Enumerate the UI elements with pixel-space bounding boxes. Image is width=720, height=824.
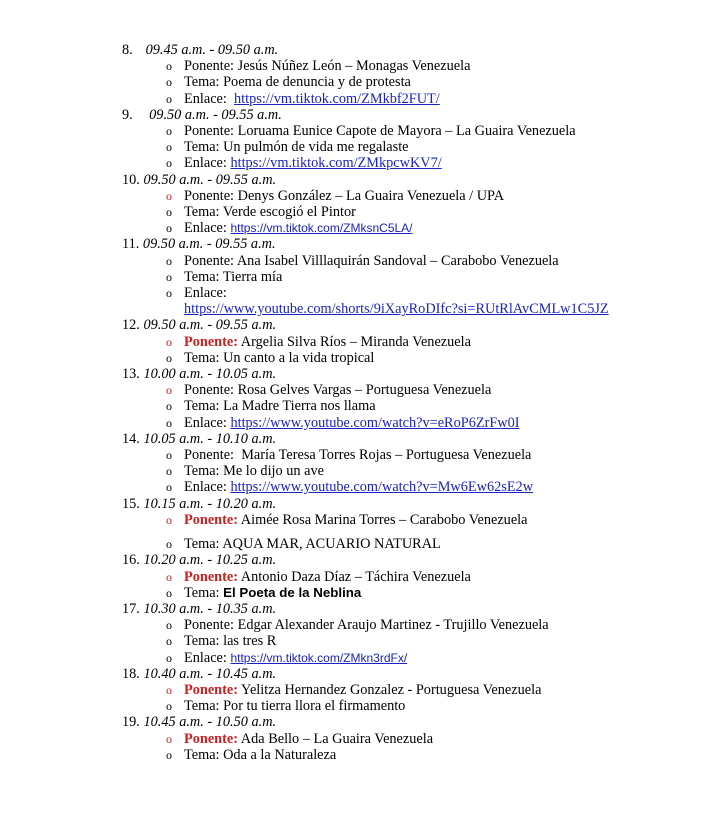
bullet-icon: o xyxy=(166,221,172,236)
entry-time: 10.05 a.m. - 10.10 a.m. xyxy=(143,430,277,447)
entry-number: 14. xyxy=(122,430,140,447)
enlace-link[interactable]: https://vm.tiktok.com/ZMkpcwKV7/ xyxy=(230,155,442,172)
entry-18 xyxy=(122,666,712,715)
item-label: Tema: xyxy=(184,74,220,91)
list-item xyxy=(122,334,712,350)
list-item xyxy=(122,479,712,495)
bullet-icon: o xyxy=(166,480,172,495)
list-item xyxy=(122,731,712,747)
list-item xyxy=(122,682,712,698)
item-label: Enlace: xyxy=(184,414,227,431)
bullet-icon: o xyxy=(166,699,172,714)
document-body xyxy=(122,42,712,763)
item-label: Tema: xyxy=(184,268,220,285)
item-label: Tema: xyxy=(184,536,220,553)
entry-11 xyxy=(122,236,712,317)
list-item xyxy=(122,747,712,763)
enlace-link[interactable]: https://www.youtube.com/watch?v=Mw6Ew62sE2w xyxy=(230,479,534,496)
list-item xyxy=(122,188,712,204)
item-label: Tema: xyxy=(184,633,220,650)
entry-time: 09.50 a.m. - 09.55 a.m. xyxy=(149,106,282,123)
entry-19 xyxy=(122,714,712,763)
entry-9 xyxy=(122,107,712,172)
item-label: Tema: xyxy=(184,398,220,415)
item-text: El Poeta de la Neblina xyxy=(223,584,362,600)
item-text: Aimée Rosa Marina Torres – Carabobo Venezuela xyxy=(240,511,528,528)
bullet-icon: o xyxy=(166,747,172,762)
list-item xyxy=(122,139,712,155)
item-label: Tema: xyxy=(184,746,220,763)
list-item xyxy=(122,204,712,220)
list-item xyxy=(122,633,712,649)
entry-heading xyxy=(122,172,712,188)
item-label: Enlace: xyxy=(184,479,227,496)
entry-number: 10. xyxy=(122,171,140,188)
item-label: Tema: xyxy=(184,698,220,715)
entry-time: 10.40 a.m. - 10.45 a.m. xyxy=(143,665,277,682)
bullet-icon: o xyxy=(166,286,172,301)
list-item xyxy=(122,650,712,666)
item-text: Yelitza Hernandez Gonzalez - Portuguesa Venezuela xyxy=(241,681,542,698)
item-text: Verde escogió el Pintor xyxy=(222,204,356,221)
item-label: Enlace: xyxy=(184,90,227,107)
item-text: Loruama Eunice Capote de Mayora – La Guaira Venezuela xyxy=(237,123,576,140)
list-item xyxy=(122,415,712,431)
item-text: Denys González – La Guaira Venezuela / UPA xyxy=(237,187,505,204)
bullet-icon: o xyxy=(166,537,172,552)
list-item xyxy=(122,585,712,601)
item-label: Ponente: xyxy=(184,333,238,350)
item-text: las tres R xyxy=(223,633,277,650)
item-text: Tierra mía xyxy=(222,268,283,285)
item-text: Ada Bello – La Guaira Venezuela xyxy=(240,730,434,747)
bullet-icon: o xyxy=(166,59,172,74)
entry-14 xyxy=(122,431,712,496)
list-item xyxy=(122,398,712,414)
list-item xyxy=(122,350,712,366)
item-text: Un pulmón de vida me regalaste xyxy=(223,139,409,156)
list-item xyxy=(122,220,712,236)
entry-15 xyxy=(122,496,712,553)
item-text: Jesús Núñez León – Monagas Venezuela xyxy=(237,58,471,75)
bullet-icon: o xyxy=(166,585,172,600)
item-label: Ponente: xyxy=(184,617,235,634)
bullet-icon: o xyxy=(166,731,172,746)
entry-time: 09.50 a.m. - 09.55 a.m. xyxy=(143,317,277,334)
item-label: Ponente: xyxy=(184,252,235,269)
enlace-link[interactable]: https://vm.tiktok.com/ZMkn3rdFx/ xyxy=(230,650,408,665)
item-text: Rosa Gelves Vargas – Portuguesa Venezuela xyxy=(237,382,492,399)
entry-heading xyxy=(122,552,712,568)
entry-heading xyxy=(122,666,712,682)
item-label: Ponente: xyxy=(184,382,235,399)
list-item xyxy=(122,155,712,171)
bullet-icon: o xyxy=(166,618,172,633)
item-label: Enlace: xyxy=(184,155,227,172)
entry-number: 18. xyxy=(122,665,140,682)
list-item xyxy=(122,617,712,633)
bullet-icon: o xyxy=(166,124,172,139)
item-label: Tema: xyxy=(184,463,220,480)
bullet-icon: o xyxy=(166,156,172,171)
entry-number: 16. xyxy=(122,552,140,569)
enlace-link[interactable]: https://vm.tiktok.com/ZMksnC5LA/ xyxy=(230,221,413,236)
list-item xyxy=(122,382,712,398)
item-text: Antonio Daza Díaz – Táchira Venezuela xyxy=(240,568,471,585)
bullet-icon: o xyxy=(166,448,172,463)
enlace-link[interactable]: https://www.youtube.com/shorts/9iXayRoDIfc?si=RUtRlAvCMLw1C5JZ xyxy=(184,301,609,318)
item-text: María Teresa Torres Rojas – Portuguesa Venezuela xyxy=(241,447,532,464)
bullet-icon: o xyxy=(166,415,172,430)
item-text: Un canto a la vida tropical xyxy=(223,349,375,366)
item-label: Enlace: xyxy=(184,285,227,302)
entry-heading xyxy=(122,107,712,123)
bullet-icon: o xyxy=(166,269,172,284)
entry-number: 15. xyxy=(122,495,140,512)
entry-time: 09.45 a.m. - 09.50 a.m. xyxy=(145,42,279,58)
entry-number: 8. xyxy=(122,42,133,58)
entry-time: 09.50 a.m. - 09.55 a.m. xyxy=(143,171,277,188)
list-item xyxy=(122,253,712,269)
list-item xyxy=(122,447,712,463)
entry-number: 9. xyxy=(122,106,133,123)
bullet-icon: o xyxy=(166,350,172,365)
item-text: Oda a la Naturaleza xyxy=(223,746,337,763)
item-label: Ponente: xyxy=(184,123,235,140)
item-text: Poema de denuncia y de protesta xyxy=(223,74,411,91)
item-label: Tema: xyxy=(184,349,220,366)
item-text: Ana Isabel Villlaquirán Sandoval – Carabobo Venezuela xyxy=(236,252,559,269)
entry-time: 10.20 a.m. - 10.25 a.m. xyxy=(143,552,277,569)
list-item xyxy=(122,569,712,585)
item-label: Ponente: xyxy=(184,681,238,698)
bullet-icon: o xyxy=(166,253,172,268)
spacer xyxy=(122,528,712,536)
entry-heading xyxy=(122,601,712,617)
item-label: Ponente: xyxy=(184,511,238,528)
entry-heading xyxy=(122,317,712,333)
entry-heading xyxy=(122,236,712,252)
item-label: Ponente: xyxy=(184,568,238,585)
entry-time: 10.00 a.m. - 10.05 a.m. xyxy=(143,366,277,383)
enlace-link[interactable]: https://vm.tiktok.com/ZMkbf2FUT/ xyxy=(234,90,440,107)
bullet-icon: o xyxy=(166,75,172,90)
bullet-icon: o xyxy=(166,569,172,584)
item-text: AQUA MAR, ACUARIO NATURAL xyxy=(222,536,441,553)
item-text: Argelia Silva Ríos – Miranda Venezuela xyxy=(240,333,471,350)
entry-number: 13. xyxy=(122,366,140,383)
entry-13 xyxy=(122,366,712,431)
list-item xyxy=(122,536,712,552)
bullet-icon: o xyxy=(166,91,172,106)
item-label: Tema: xyxy=(184,139,220,156)
item-label: Tema: xyxy=(184,204,220,221)
item-text: Por tu tierra llora el firmamento xyxy=(223,698,406,715)
bullet-icon: o xyxy=(166,682,172,697)
bullet-icon: o xyxy=(166,512,172,527)
list-item xyxy=(122,91,712,107)
item-text: La Madre Tierra nos llama xyxy=(223,398,376,415)
bullet-icon: o xyxy=(166,399,172,414)
item-label: Enlace: xyxy=(184,649,227,666)
entry-heading xyxy=(122,714,712,730)
list-item xyxy=(122,285,712,301)
item-label: Tema: xyxy=(184,584,220,601)
item-text: Me lo dijo un ave xyxy=(223,463,324,480)
entry-8 xyxy=(122,42,712,107)
bullet-icon: o xyxy=(166,464,172,479)
entry-heading xyxy=(122,366,712,382)
entry-10 xyxy=(122,172,712,237)
list-item xyxy=(122,512,712,528)
item-label: Ponente: xyxy=(184,730,238,747)
list-item xyxy=(122,698,712,714)
bullet-icon: o xyxy=(166,205,172,220)
entry-number: 19. xyxy=(122,714,140,731)
bullet-icon: o xyxy=(166,383,172,398)
item-label: Enlace: xyxy=(184,220,227,237)
entry-number: 11. xyxy=(122,236,140,253)
list-item xyxy=(122,58,712,74)
entry-heading xyxy=(122,42,712,58)
bullet-icon: o xyxy=(166,634,172,649)
list-item xyxy=(122,463,712,479)
entry-number: 17. xyxy=(122,600,140,617)
item-text: Edgar Alexander Araujo Martinez - Trujillo Venezuela xyxy=(237,617,549,634)
entry-time: 09.50 a.m. - 09.55 a.m. xyxy=(142,236,276,253)
bullet-icon: o xyxy=(166,140,172,155)
list-item xyxy=(122,74,712,90)
entry-12 xyxy=(122,317,712,366)
bullet-icon: o xyxy=(166,334,172,349)
entry-heading xyxy=(122,496,712,512)
list-item-continuation xyxy=(122,301,712,317)
bullet-icon: o xyxy=(166,188,172,203)
entry-heading xyxy=(122,431,712,447)
entry-16 xyxy=(122,552,712,601)
entry-17 xyxy=(122,601,712,666)
bullet-icon: o xyxy=(166,650,172,665)
item-label: Ponente: xyxy=(184,447,235,464)
list-item xyxy=(122,269,712,285)
list-item xyxy=(122,123,712,139)
entry-time: 10.45 a.m. - 10.50 a.m. xyxy=(143,714,277,731)
entry-time: 10.15 a.m. - 10.20 a.m. xyxy=(143,495,277,512)
item-label: Ponente: xyxy=(184,187,235,204)
entry-number: 12. xyxy=(122,317,140,334)
entry-time: 10.30 a.m. - 10.35 a.m. xyxy=(143,600,277,617)
item-label: Ponente: xyxy=(184,58,235,75)
enlace-link[interactable]: https://www.youtube.com/watch?v=eRoP6ZrFw0I xyxy=(230,414,520,431)
